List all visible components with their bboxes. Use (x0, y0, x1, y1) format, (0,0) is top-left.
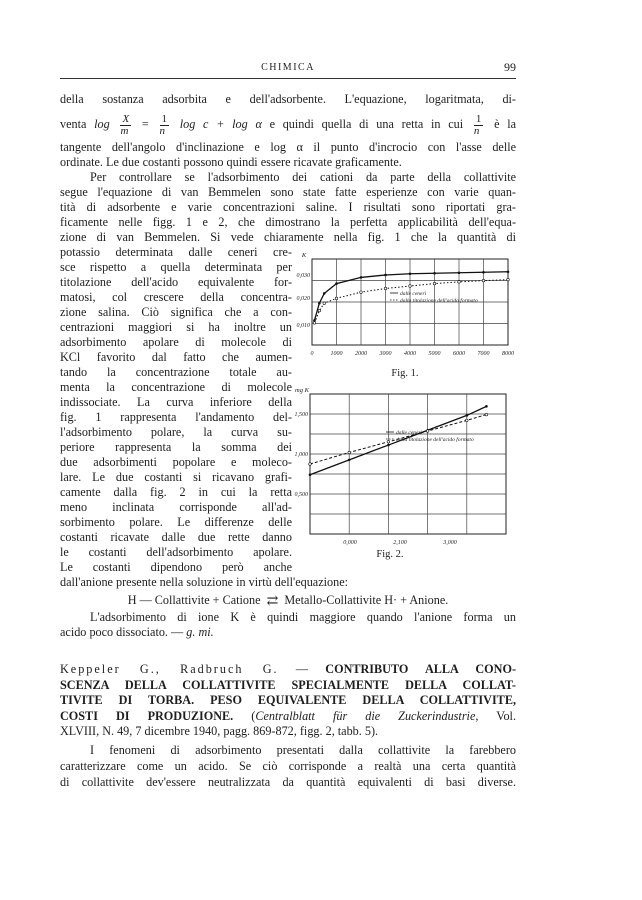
data-point (335, 282, 338, 285)
y-tick-label: 0,020 (296, 296, 310, 302)
data-point (387, 440, 390, 443)
reference-line (60, 662, 516, 678)
eq-right: Metallo-Collattivite H· + Anione. (284, 593, 449, 607)
body-line: ficamente nelle figg. 1 e 2, che dimostrano la perfetta applicabilità dell'equa- (60, 215, 516, 229)
body-line: fig. 1 rappresenta l'andamento del- (60, 410, 292, 424)
figure-2-chart (290, 382, 516, 548)
body-line: indissociate. La curva inferiore della (60, 395, 292, 409)
body-line: della sostanza adsorbita e dell'adsorbente. L'equazione, logaritmata, di- (60, 92, 516, 106)
data-point (466, 419, 469, 422)
x-tick-label: 1000 (330, 351, 343, 357)
page-header (60, 60, 516, 76)
equilibrium-arrow-icon: ⇄ (266, 594, 279, 609)
running-head: CHIMICA (261, 62, 315, 73)
data-point (323, 292, 326, 295)
eq-text-c: è la (494, 117, 517, 131)
figure-1 (290, 247, 516, 367)
body-line: camente dalla fig. 2 in cui la retta (60, 485, 292, 499)
data-point (507, 278, 510, 281)
header-rule (60, 78, 516, 79)
x-tick-label: 3000 (379, 351, 392, 357)
x-tick-label: 5000 (428, 351, 441, 357)
data-point (433, 272, 436, 275)
body-line: l'adsorbimento polare, la curva su- (60, 425, 292, 439)
data-point (360, 291, 363, 294)
x-tick-label: 4000 (404, 351, 416, 357)
data-point (348, 459, 351, 462)
reference-details: XLVIII, N. 49, 7 dicembre 1940, pagg. 869-872, figg. 2, tabb. 5). (60, 724, 379, 738)
legend-entry: dalle ceneri (400, 291, 427, 297)
legend-entry: dalla titolazione dell'acido formato (396, 437, 474, 443)
data-point (485, 405, 488, 408)
author-signature: g. mi. (186, 625, 214, 639)
x-tick-label: 0,000 (343, 540, 357, 546)
body-line: tità di adsorbente e varie concentrazioni saline. I risultati sono riportati gra- (60, 200, 516, 214)
reference-authors: Keppeler G., Radbruch G. (60, 662, 279, 676)
legend-entry: dalle ceneri (396, 430, 423, 436)
eq-text-b: e quindi quella di una retta in cui (269, 117, 464, 131)
reference-source: COSTI DI PRODUZIONE. (Centralblatt für die Zuckerindustrie, Vol. (60, 708, 516, 723)
body-line: sce rispetto a quella determinata per (60, 260, 292, 274)
x-tick-label: 7000 (477, 351, 490, 357)
body-line: L'adsorbimento di ione K è quindi maggiore quando l'anione forma un (90, 610, 516, 624)
body-line: Per controllare se l'adsorbimento dei cationi da parte della collattivite (90, 170, 516, 184)
body-line: I fenomeni di adsorbimento presentati dalla collattivite la farebbero (90, 743, 516, 757)
data-point (433, 282, 436, 285)
data-point (384, 287, 387, 290)
data-point (313, 322, 316, 325)
body-line: ordinate. Le due costanti possono quindi essere ricavate graficamente. (60, 155, 402, 169)
eq-log: log (94, 117, 110, 131)
body-line: sorbimento polare. Le differenze delle (60, 515, 292, 529)
data-point (409, 272, 412, 275)
body-line: le costanti dell'adsorbimento apolare. (60, 545, 292, 559)
data-point (458, 281, 461, 284)
legend-entry: dalla titolazione dell'acido formato (400, 298, 478, 304)
body-line: segue l'equazione di van Bemmelen sono state fatte esperienze con varie quan- (60, 185, 516, 199)
body-line: KCl favorito dal fatto che aumen- (60, 350, 292, 364)
reference-title (60, 678, 516, 709)
data-point (482, 279, 485, 282)
data-point (485, 413, 488, 416)
fraction-1-n-b: $\frac{1}{n}$ (473, 112, 482, 137)
data-point (318, 309, 321, 312)
body-line: due adsorbimenti popolare e moleco- (60, 455, 292, 469)
reference-title-line: TIVITE DI TORBA. PESO EQUIVALENTE DELLA COLLATTIVITE, (60, 693, 516, 707)
body-line: tando la concentrazione totale au- (60, 365, 292, 379)
body-line: zione di van Bemmelen. Si vede chiaramente nella fig. 1 che la quantità di (60, 230, 516, 244)
body-line: caratterizzare come un acido. Se ciò corrisponde a realtà una certa quantità (60, 759, 516, 773)
body-line: acido poco dissociato. — g. mi. (60, 625, 214, 639)
figure-1-chart (290, 247, 516, 367)
body-line: menta la concentrazione di molecole (60, 380, 292, 394)
x-tick-label: 0 (310, 351, 314, 357)
reference-title-line: SCENZA DELLA COLLATTIVITE SPECIALMENTE DELLA COLLAT- (60, 677, 516, 692)
body-line: periore rappresenta la somma dei (60, 440, 292, 454)
reference-entry (60, 662, 516, 740)
y-tick-label: 0,010 (296, 323, 310, 329)
data-point (482, 271, 485, 274)
data-point (466, 414, 469, 417)
data-point (318, 302, 321, 305)
y-tick-label: 0,030 (296, 273, 310, 279)
body-line: centrazioni maggiori si ha inoltre un (60, 320, 292, 334)
body-line: zione salina. Ciò significa che a con- (60, 305, 292, 319)
data-point (458, 271, 461, 274)
y-axis-label: mg K (295, 387, 309, 394)
y-tick-label: 1,000 (294, 452, 308, 458)
data-point (335, 297, 338, 300)
reference-dash: — (295, 662, 309, 676)
body-line: Le costanti dipendono però anche (60, 560, 292, 574)
eq-text: venta (60, 117, 95, 131)
y-tick-label: 1,500 (294, 412, 308, 418)
data-point (323, 302, 326, 305)
data-point (387, 444, 390, 447)
data-point (309, 473, 312, 476)
body-line: adsorbimento apolare di molecole di (60, 335, 292, 349)
data-point (348, 451, 351, 454)
figure-1-caption: Fig. 1. (391, 368, 419, 379)
y-tick-label: 0,500 (294, 492, 308, 498)
body-line: lare. Le due costanti si ricavano grafi- (60, 470, 292, 484)
data-point (309, 463, 312, 466)
data-point (409, 285, 412, 288)
equation-line (60, 112, 516, 136)
body-line: meno inclinata corrisponde all'ad- (60, 500, 292, 514)
figure-2-caption: Fig. 2. (376, 549, 404, 560)
body-line: potassio determinata dalle ceneri cre- (60, 245, 292, 259)
body-line: costanti ricavate dalle due rette danno (60, 530, 292, 544)
body-line: matosi, col crescere della concentra- (60, 290, 292, 304)
x-tick-label: 6000 (453, 351, 465, 357)
body-line: dall'anione presente nella soluzione in virtù dell'equazione: (60, 575, 348, 589)
eq-equals: = (141, 117, 149, 131)
x-tick-label: 2,100 (393, 540, 407, 546)
x-tick-label: 3,000 (443, 540, 457, 546)
body-line: titolazione dell'acido equivalente for- (60, 275, 292, 289)
data-point (507, 270, 510, 273)
body-line: tangente dell'angolo d'inclinazione e log α il punto d'incrocio con l'asse delle (60, 140, 516, 154)
x-tick-label: 8000 (502, 351, 514, 357)
data-point (384, 274, 387, 277)
fraction-1-n: $\frac{1}{n}$ (159, 112, 168, 137)
reaction-equation (60, 593, 516, 610)
figure-2 (290, 382, 516, 548)
reference-title-start: CONTRIBUTO ALLA CONO- (325, 662, 517, 676)
data-point (426, 430, 429, 433)
reference-journal: Centralblatt für die Zuckerindustrie (255, 708, 476, 723)
page-number: 99 (504, 60, 516, 74)
x-tick-label: 2000 (355, 351, 367, 357)
eq-left: H — Collattivite + Catione (127, 593, 261, 607)
eq-middle: log c + log α (179, 117, 262, 131)
data-point (360, 276, 363, 279)
y-axis-label: K (301, 252, 307, 259)
fraction-x-m: $\frac{X}{m}$ (120, 112, 130, 137)
body-line: di collattivite dev'essere neutralizzata da quantità equivalenti di basi diverse. (60, 775, 516, 789)
